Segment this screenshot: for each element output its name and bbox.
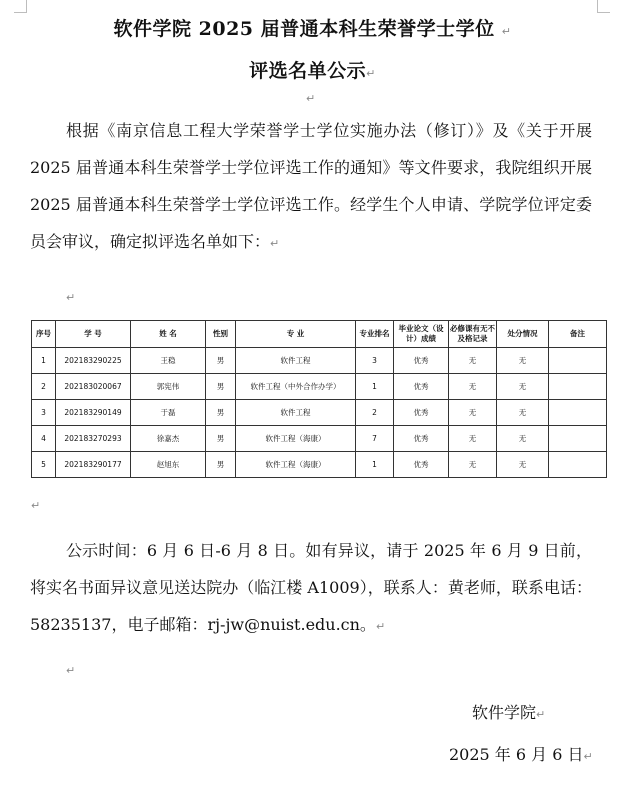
- cell-major: 软件工程（中外合作办学）: [236, 374, 356, 400]
- title-line-1-text: 软件学院 2025 届普通本科生荣誉学士学位: [113, 18, 495, 40]
- table-row: [32, 374, 607, 400]
- cell-discipline: 无: [497, 400, 549, 426]
- paragraph-mark-icon: ↵: [66, 664, 76, 677]
- paragraph-mark-icon: ↵: [306, 92, 316, 105]
- paragraph-mark-icon: ↵: [583, 750, 593, 763]
- cell-student-id: 202183290149: [56, 400, 131, 426]
- cell-index: 5: [32, 452, 56, 478]
- candidate-table: [31, 320, 607, 478]
- cell-fail-record: 无: [449, 452, 497, 478]
- cell-name: 于磊: [131, 400, 206, 426]
- cell-name: 郭宪伟: [131, 374, 206, 400]
- cell-thesis-grade: 优秀: [394, 452, 449, 478]
- signature-date-text: 2025 年 6 月 6 日: [449, 745, 584, 764]
- cell-major: 软件工程（海康）: [236, 452, 356, 478]
- cell-remarks: [549, 374, 607, 400]
- cell-name: 赵旭东: [131, 452, 206, 478]
- paragraph-mark-icon: ↵: [31, 499, 41, 512]
- cell-name: 徐嘉杰: [131, 426, 206, 452]
- cell-gender: 男: [206, 426, 236, 452]
- title-line-2-text: 评选名单公示: [249, 60, 367, 82]
- cell-remarks: [549, 400, 607, 426]
- cell-student-id: 202183270293: [56, 426, 131, 452]
- cell-fail-record: 无: [449, 426, 497, 452]
- cell-thesis-grade: 优秀: [394, 400, 449, 426]
- cell-index: 3: [32, 400, 56, 426]
- paragraph-mark-icon: ↵: [501, 25, 512, 38]
- col-header-student-id: 学 号: [56, 321, 131, 348]
- cell-thesis-grade: 优秀: [394, 374, 449, 400]
- col-header-rank: 专业排名: [356, 321, 394, 348]
- cell-gender: 男: [206, 452, 236, 478]
- cell-index: 1: [32, 348, 56, 374]
- cell-major: 软件工程: [236, 400, 356, 426]
- cell-thesis-grade: 优秀: [394, 348, 449, 374]
- cell-rank: 1: [356, 374, 394, 400]
- intro-paragraph: [30, 112, 592, 262]
- closing-paragraph: [30, 532, 592, 645]
- cell-remarks: [549, 426, 607, 452]
- cell-gender: 男: [206, 348, 236, 374]
- cell-fail-record: 无: [449, 400, 497, 426]
- paragraph-mark-icon: ↵: [270, 237, 280, 250]
- paragraph-mark-icon: ↵: [536, 708, 546, 721]
- table-row: [32, 452, 607, 478]
- cell-major: 软件工程: [236, 348, 356, 374]
- cell-major: 软件工程（海康）: [236, 426, 356, 452]
- col-header-index: 序号: [32, 321, 56, 348]
- cell-name: 王稳: [131, 348, 206, 374]
- page-corner-mark-right: [597, 0, 610, 13]
- paragraph-mark-icon: ↵: [375, 620, 386, 633]
- paragraph-mark-icon: ↵: [366, 67, 376, 80]
- cell-discipline: 无: [497, 374, 549, 400]
- signature-org-text: 软件学院: [472, 703, 537, 722]
- cell-rank: 2: [356, 400, 394, 426]
- col-header-thesis-grade: 毕业论文（设计）成绩: [394, 321, 449, 348]
- table-header-row: [32, 321, 607, 348]
- cell-student-id: 202183290225: [56, 348, 131, 374]
- signature-org: [472, 700, 545, 723]
- cell-rank: 3: [356, 348, 394, 374]
- cell-discipline: 无: [497, 452, 549, 478]
- cell-rank: 7: [356, 426, 394, 452]
- title-line-2: [0, 56, 625, 83]
- cell-gender: 男: [206, 374, 236, 400]
- col-header-major: 专 业: [236, 321, 356, 348]
- cell-student-id: 202183290177: [56, 452, 131, 478]
- col-header-fail-record: 必修课有无不及格记录: [449, 321, 497, 348]
- table-row: [32, 426, 607, 452]
- cell-rank: 1: [356, 452, 394, 478]
- cell-index: 4: [32, 426, 56, 452]
- cell-remarks: [549, 348, 607, 374]
- col-header-remarks: 备注: [549, 321, 607, 348]
- cell-remarks: [549, 452, 607, 478]
- table-row: [32, 400, 607, 426]
- table-row: [32, 348, 607, 374]
- cell-thesis-grade: 优秀: [394, 426, 449, 452]
- cell-fail-record: 无: [449, 348, 497, 374]
- cell-discipline: 无: [497, 426, 549, 452]
- intro-text: 根据《南京信息工程大学荣誉学士学位实施办法（修订）》及《关于开展 2025 届普通本科生荣誉学士学位评选工作的通知》等文件要求，我院组织开展 2025 届普通本科生荣誉学士学位评选工作。经学生个人申请、学院学位评定委员会审议，确定拟评选名单如下：: [30, 121, 592, 251]
- col-header-name: 姓 名: [131, 321, 206, 348]
- cell-fail-record: 无: [449, 374, 497, 400]
- paragraph-mark-icon: ↵: [66, 291, 76, 304]
- col-header-discipline: 处分情况: [497, 321, 549, 348]
- cell-discipline: 无: [497, 348, 549, 374]
- cell-gender: 男: [206, 400, 236, 426]
- signature-date: [449, 742, 593, 765]
- closing-text: 公示时间：6 月 6 日-6 月 8 日。如有异议，请于 2025 年 6 月 9 日前，将实名书面异议意见送达院办（临江楼 A1009），联系人：黄老师，联系电话： 58235137，电子邮箱：rj-jw@nuist.edu.cn。: [30, 541, 592, 634]
- page-corner-mark-left: [14, 0, 27, 13]
- cell-student-id: 202183020067: [56, 374, 131, 400]
- title-line-1: [0, 14, 625, 41]
- cell-index: 2: [32, 374, 56, 400]
- col-header-gender: 性别: [206, 321, 236, 348]
